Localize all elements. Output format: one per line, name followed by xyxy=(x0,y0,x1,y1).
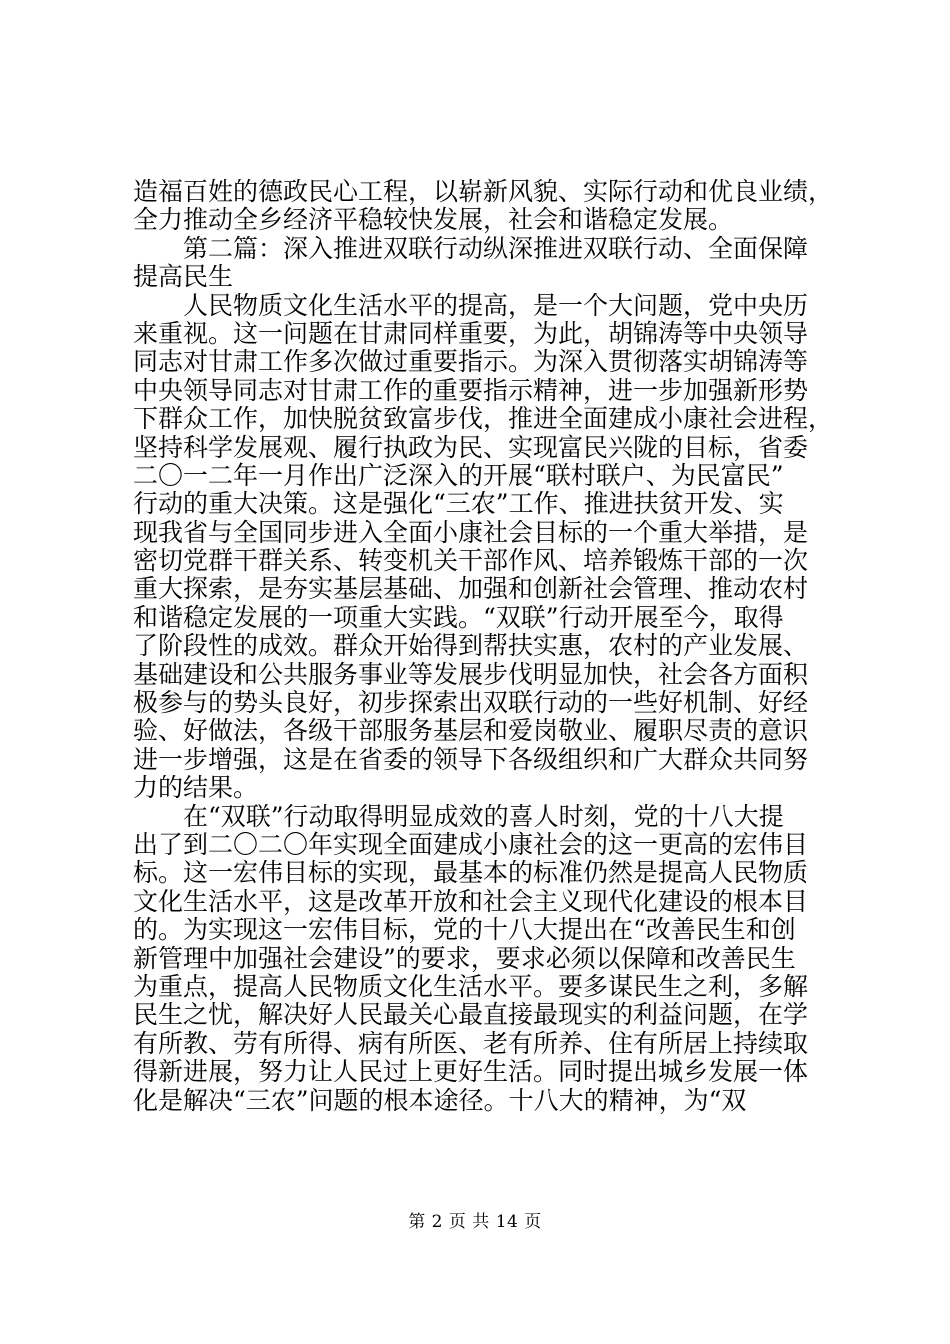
page-number-label: 第 2 页 共 14 页 xyxy=(408,1212,542,1232)
text-line: 人民物质文化生活水平的提高，是一个大问题，党中央历 xyxy=(183,290,809,320)
text-line: 的。为实现这一宏伟目标，党的十八大提出在“改善民生和创 xyxy=(133,915,796,945)
text-line: 出了到二〇二〇年实现全面建成小康社会的这一更高的宏伟目 xyxy=(133,829,809,859)
text-line: 重大探索，是夯实基层基础、加强和创新社会管理、推动农村 xyxy=(133,574,809,604)
text-line: 有所教、劳有所得、病有所医、老有所养、住有所居上持续取 xyxy=(133,1028,809,1058)
text-line: 中央领导同志对甘肃工作的重要指示精神，进一步加强新形势 xyxy=(133,375,809,405)
text-line: 提高民生 xyxy=(133,262,234,292)
text-line: 二〇一二年一月作出广泛深入的开展“联村联户、为民富民” xyxy=(133,460,784,490)
text-line: 文化生活水平，这是改革开放和社会主义现代化建设的根本目 xyxy=(133,886,809,916)
text-line: 下群众工作，加快脱贫致富步伐，推进全面建成小康社会进程， xyxy=(133,404,834,434)
text-line: 为重点，提高人民物质文化生活水平。要多谋民生之利，多解 xyxy=(133,971,809,1001)
text-line: 第二篇：深入推进双联行动纵深推进双联行动、全面保障 xyxy=(183,233,809,263)
text-line: 现我省与全国同步进入全面小康社会目标的一个重大举措，是 xyxy=(133,517,809,547)
text-line: 在“双联”行动取得明显成效的喜人时刻，党的十八大提 xyxy=(183,801,784,831)
text-line: 和谐稳定发展的一项重大实践。“双联”行动开展至今，取得 xyxy=(133,602,784,632)
text-line: 极参与的势头良好，初步探索出双联行动的一些好机制、好经 xyxy=(133,688,809,718)
text-line: 验、好做法，各级干部服务基层和爱岗敬业、履职尽责的意识 xyxy=(133,716,809,746)
page-footer xyxy=(0,1212,950,1232)
text-line: 了阶段性的成效。群众开始得到帮扶实惠，农村的产业发展、 xyxy=(133,631,809,661)
text-line: 新管理中加强社会建设”的要求，要求必须以保障和改善民生 xyxy=(133,943,796,973)
text-line: 基础建设和公共服务事业等发展步伐明显加快，社会各方面积 xyxy=(133,659,809,689)
text-line: 同志对甘肃工作多次做过重要指示。为深入贯彻落实胡锦涛等 xyxy=(133,347,809,377)
text-line: 行动的重大决策。这是强化“三农”工作、推进扶贫开发、实 xyxy=(133,489,784,519)
text-line: 化是解决“三农”问题的根本途径。十八大的精神，为“双 xyxy=(133,1085,747,1115)
text-line: 全力推动全乡经济平稳较快发展，社会和谐稳定发展。 xyxy=(133,205,734,235)
text-line: 民生之忧，解决好人民最关心最直接最现实的利益问题，在学 xyxy=(133,1000,809,1030)
text-line: 来重视。这一问题在甘肃同样重要，为此，胡锦涛等中央领导 xyxy=(133,318,809,348)
text-line: 坚持科学发展观、履行执政为民、实现富民兴陇的目标，省委 xyxy=(133,432,809,462)
text-line: 得新进展，努力让人民过上更好生活。同时提出城乡发展一体 xyxy=(133,1057,809,1087)
text-line: 力的结果。 xyxy=(133,773,259,803)
text-line: 造福百姓的德政民心工程，以崭新风貌、实际行动和优良业绩， xyxy=(133,177,834,206)
text-line: 密切党群干群关系、转变机关干部作风、培养锻炼干部的一次 xyxy=(133,546,809,576)
text-line: 标。这一宏伟目标的实现，最基本的标准仍然是提高人民物质 xyxy=(133,858,809,888)
text-line: 进一步增强，这是在省委的领导下各级组织和广大群众共同努 xyxy=(133,744,809,774)
document-body xyxy=(133,178,853,1115)
